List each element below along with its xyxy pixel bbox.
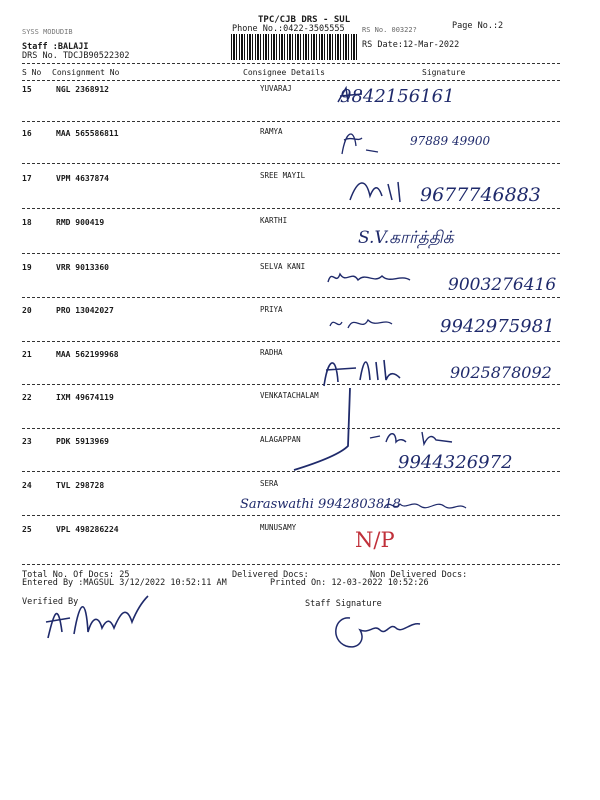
rs-number-cut: RS No. 00322? [362, 26, 417, 34]
signature-scribble-15 [336, 84, 366, 106]
total-docs: Total No. Of Docs: 25 [22, 570, 130, 580]
row-sno: 21 [22, 350, 32, 359]
signature-scribble-16 [338, 126, 388, 160]
handwritten-signature-17: 9677746883 [420, 184, 541, 206]
col-header-sno: S No [22, 68, 42, 77]
row-sno: 25 [22, 525, 32, 534]
row-sno: 23 [22, 437, 32, 446]
report-title: TPC/CJB DRS - SUL [258, 15, 351, 25]
row-divider [22, 297, 560, 298]
delivered-docs: Delivered Docs: [232, 570, 309, 580]
phone-number: Phone No.:0422-3505555 [232, 24, 345, 34]
signature-scribble-23 [366, 428, 476, 450]
verified-by-signature [44, 592, 154, 642]
row-sno: 17 [22, 174, 32, 183]
handwritten-signature-21: 9025878092 [450, 363, 552, 382]
handwritten-signature-16: 97889 49900 [410, 134, 491, 148]
row-sno: 18 [22, 218, 32, 227]
row-consignee: RADHA [260, 348, 283, 357]
row-consignee: SREE MAYIL [260, 171, 306, 180]
row-consignment: PDK 5913969 [56, 437, 109, 446]
row-consignee: VENKATACHALAM [260, 391, 319, 400]
row-consignee: SELVA KANI [260, 262, 306, 271]
row-divider [22, 564, 560, 565]
rs-date: RS Date:12-Mar-2022 [362, 40, 460, 50]
row-consignment: TVL 298728 [56, 481, 105, 490]
row-divider [22, 515, 560, 516]
row-divider [22, 121, 560, 122]
row-sno: 20 [22, 306, 32, 315]
staff-signature-scribble [330, 610, 430, 652]
printed-on: Printed On: 12-03-2022 10:52:26 [270, 578, 429, 588]
handwritten-signature-23: 9944326972 [398, 452, 513, 473]
row-sno: 24 [22, 481, 32, 490]
row-sno: 19 [22, 263, 32, 272]
row-divider [22, 163, 560, 164]
row-consignment: VPM 4637874 [56, 174, 109, 183]
signature-scribble-24 [380, 496, 470, 514]
cut-header-text: SYSS MODUDIB [22, 28, 73, 36]
row-consignment: NGL 2368912 [56, 85, 109, 94]
row-divider [22, 341, 560, 342]
row-sno: 15 [22, 85, 32, 94]
col-header-signature: Signature [422, 68, 466, 77]
signature-scribble-17 [348, 176, 408, 206]
page-number: Page No.:2 [452, 21, 504, 31]
handwritten-signature-15: 9842156161 [340, 86, 455, 107]
handwritten-signature-19: 9003276416 [448, 275, 557, 295]
row-consignment: MAA 565586811 [56, 129, 119, 138]
row-consignee: PRIYA [260, 305, 283, 314]
entered-by: Entered By :MAGSUL 3/12/2022 10:52:11 AM [22, 578, 227, 588]
handwritten-signature-20: 9942975981 [440, 316, 555, 337]
row-sno: 22 [22, 393, 32, 402]
row-consignee: ALAGAPPAN [260, 435, 301, 444]
handwritten-np-mark: N/P [355, 528, 395, 552]
row-consignment: IXM 49674119 [56, 393, 114, 402]
row-consignee: YUVARAJ [260, 84, 292, 93]
signature-scribble-19 [326, 266, 426, 292]
row-consignee: MUNUSAMY [260, 523, 297, 532]
row-divider [22, 208, 560, 209]
staff-name: Staff :BALAJI [22, 42, 89, 52]
divider [22, 63, 560, 64]
signature-scribble-20 [328, 312, 398, 334]
row-consignee: KARTHI [260, 216, 288, 225]
barcode [231, 34, 359, 60]
row-consignment: RMD 900419 [56, 218, 105, 227]
handwritten-signature-24: Saraswathi 9942803818 [240, 497, 401, 512]
row-consignment: MAA 562199968 [56, 350, 119, 359]
col-header-consignment: Consignment No [52, 68, 120, 77]
handwritten-signature-18: S.V.கார்த்திக் [358, 228, 454, 248]
row-consignee: RAMYA [260, 127, 283, 136]
row-divider [22, 253, 560, 254]
row-consignment: PRO 13042027 [56, 306, 114, 315]
drs-number: DRS No. TDCJB90522302 [22, 51, 130, 61]
non-delivered-docs: Non Delivered Docs: [370, 570, 468, 580]
row-consignment: VPL 498286224 [56, 525, 119, 534]
signature-stroke-22 [290, 386, 360, 476]
row-consignee: SERA [260, 479, 279, 488]
staff-signature-label: Staff Signature [305, 599, 382, 609]
row-divider [22, 384, 560, 385]
col-header-consignee: Consignee Details [243, 68, 325, 77]
divider [22, 80, 560, 81]
row-sno: 16 [22, 129, 32, 138]
verified-by-label: Verified By [22, 597, 79, 607]
row-consignment: VRR 9013360 [56, 263, 109, 272]
